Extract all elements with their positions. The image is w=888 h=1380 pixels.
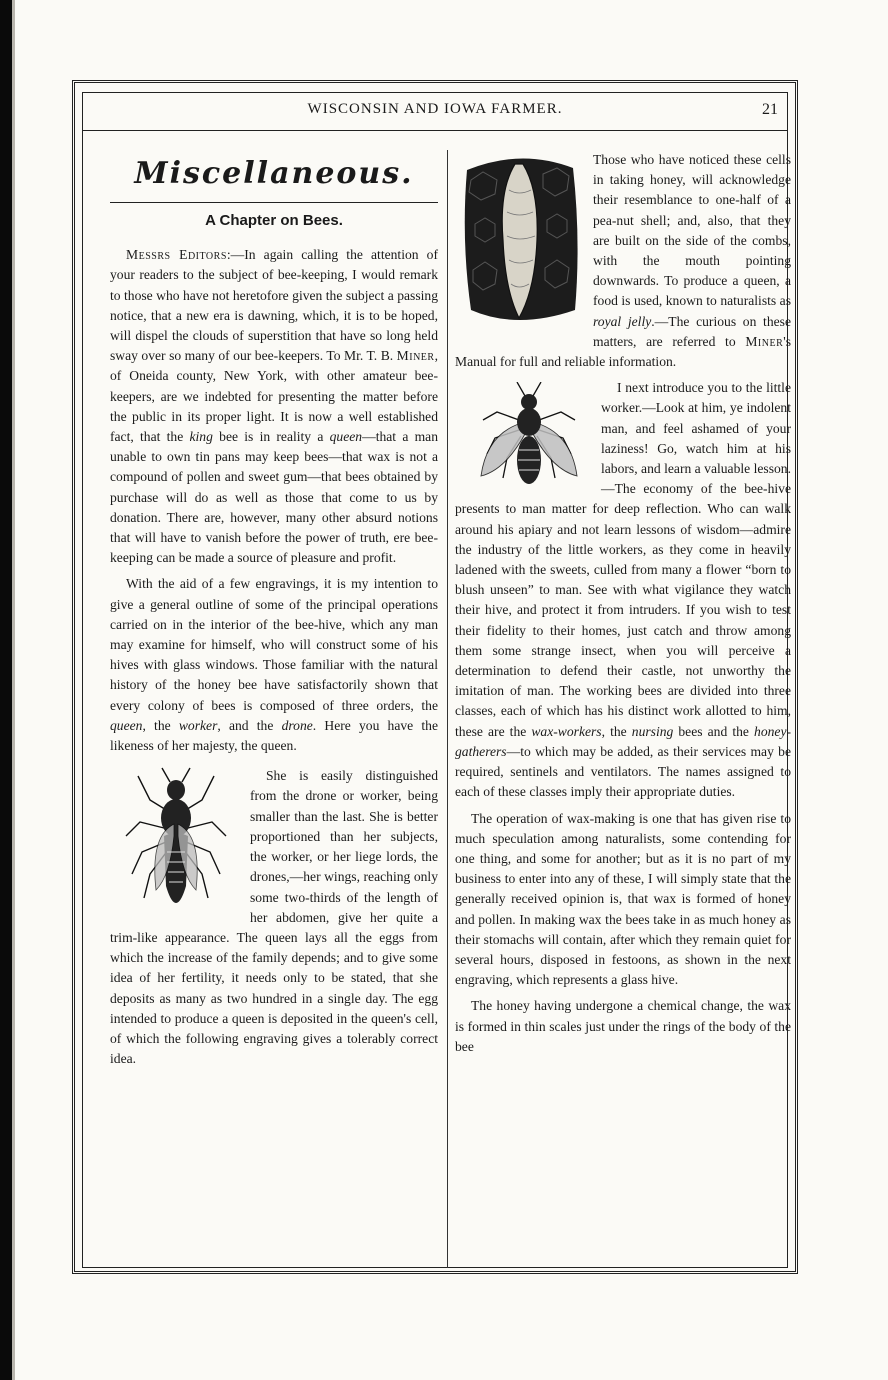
column-rule (447, 150, 448, 1268)
header-rule (82, 130, 788, 131)
page-number: 21 (762, 101, 778, 118)
paragraph-honey-change: The honey having undergone a chemical change, the wax is formed in thin scales just under the rings of the body of the bee (455, 998, 791, 1054)
worker-bee-engraving (473, 382, 585, 494)
book-spine-shadow (0, 0, 12, 1380)
section-title: Miscellaneous. (134, 156, 414, 191)
paragraph-worker: I next introduce you to the little worker.—Look at him, ye indolent man, and feel ashamed of your laziness! Go, watch him at his labors, and learn a valuable lesson.—The economy of the bee-hive presents to man matter for deep reflection. Who can walk around his apiary and not learn lessons of wisdom—admire the industry of the little workers, as they come in heavily ladened with the sweets, culled from many a flower “born to blush unseen” to man. See with what vigilance they watch their hive, and protect it from intruders. If you wish to test their fidelity to their homes, just catch and throw among them some strange insect, when you will perceive a determination to defend their castle, not unworthy the imitation of man. The working bees are divided into three classes, each of which has his distinct work allotted to him, these are the wax-workers, the nursing bees and the honey-gatherers—to which may be added, as their services may be required, sentinels and ventilators. The names assigned to each of these classes imply their appropriate duties. (455, 380, 792, 800)
paragraph-wax-making: The operation of wax-making is one that has given rise to much speculation among naturalists, some contending for one thing, and some for another; but as it is no part of my business to enter into any of these, I will simply state that the generally received opinion is, that wax is formed of honey and pollen. In making wax the bees take in as much honey as their stomachs will contain, after which they remain quiet for several hours, disposed in festoons, as shown in the next engraving, which represents a glass hive. (455, 810, 791, 988)
paragraph-engravings: With the aid of a few engravings, it is my intention to give a general outline of some of the principal operations carried on in the interior of the bee-hive, which any man may examine for himself, who will construct some of his hives with glass windows. Those familiar with the natural history of the honey bee have satisfactorily shown that every colony of bees is composed of three orders, the queen, the worker, and the drone. Here you have the likeness of her majesty, the queen. (110, 576, 439, 754)
running-title: WISCONSIN AND IOWA FARMER. (307, 101, 563, 117)
queen-bee-engraving (120, 766, 232, 922)
left-column (110, 150, 438, 1069)
paragraph-queen-cell: Those who have noticed these cells in taking honey, will acknowledge their resemblance to one-half of a pea-nut shell; and, also, that they are built on the side of the combs, with the mouth pointing downwards. To produce a queen, a food is used, known to naturalists as royal jelly.—The curious on these matters, are referred to Miner's Manual for full and reliable information. (455, 152, 791, 370)
article-title: A Chapter on Bees. (205, 212, 343, 229)
section-rule (110, 202, 438, 203)
paragraph-intro: Messrs Editors:—In again calling the attention of your readers to the subject of bee-keeping, I would remark to those who have not heretofore given the subject a passing notice, that a new era is dawning, which, it is to be hoped, will dispel the clouds of superstition that have so long held sway over so many of our bee-keepers. To Mr. T. B. Miner, of Oneida county, New York, with other amateur bee-keepers, are we indebted for presenting the matter before the public in its proper light. It is now a well established fact, that the king bee is in reality a queen—that a man unable to own tin pans may keep bees—that wax is not a compound of pollen and sweet gum—that bees obtained by purchase will do as well as those that come to us by donation. There are, however, many other absurd notions that will have to vanish before the power of truth, ere bee-keeping can be made a source of pleasure and profit. (110, 247, 438, 566)
right-column (455, 150, 791, 1057)
salutation: Messrs Editors (126, 247, 227, 263)
author-name: Miner (396, 348, 435, 364)
queen-cell-engraving (457, 150, 583, 328)
book-spine-edge (12, 0, 15, 1380)
paragraph-queen: She is easily distinguished from the drone or worker, being smaller than the last. She is better proportioned than her subjects, the worker, or her liege lords, the drones,—her wings, reaching only some two-thirds of the length of her abdomen, give her quite a trim-like appearance. The queen lays all the eggs from which the increase of the family depends; and to give some idea of her fertility, it needs only to be stated, that she deposits as many as two hundred in a single day. The egg intended to produce a queen is deposited in the queen's cell, of which the following engraving gives a tolerably correct idea. (110, 768, 438, 1067)
running-head (82, 101, 788, 127)
